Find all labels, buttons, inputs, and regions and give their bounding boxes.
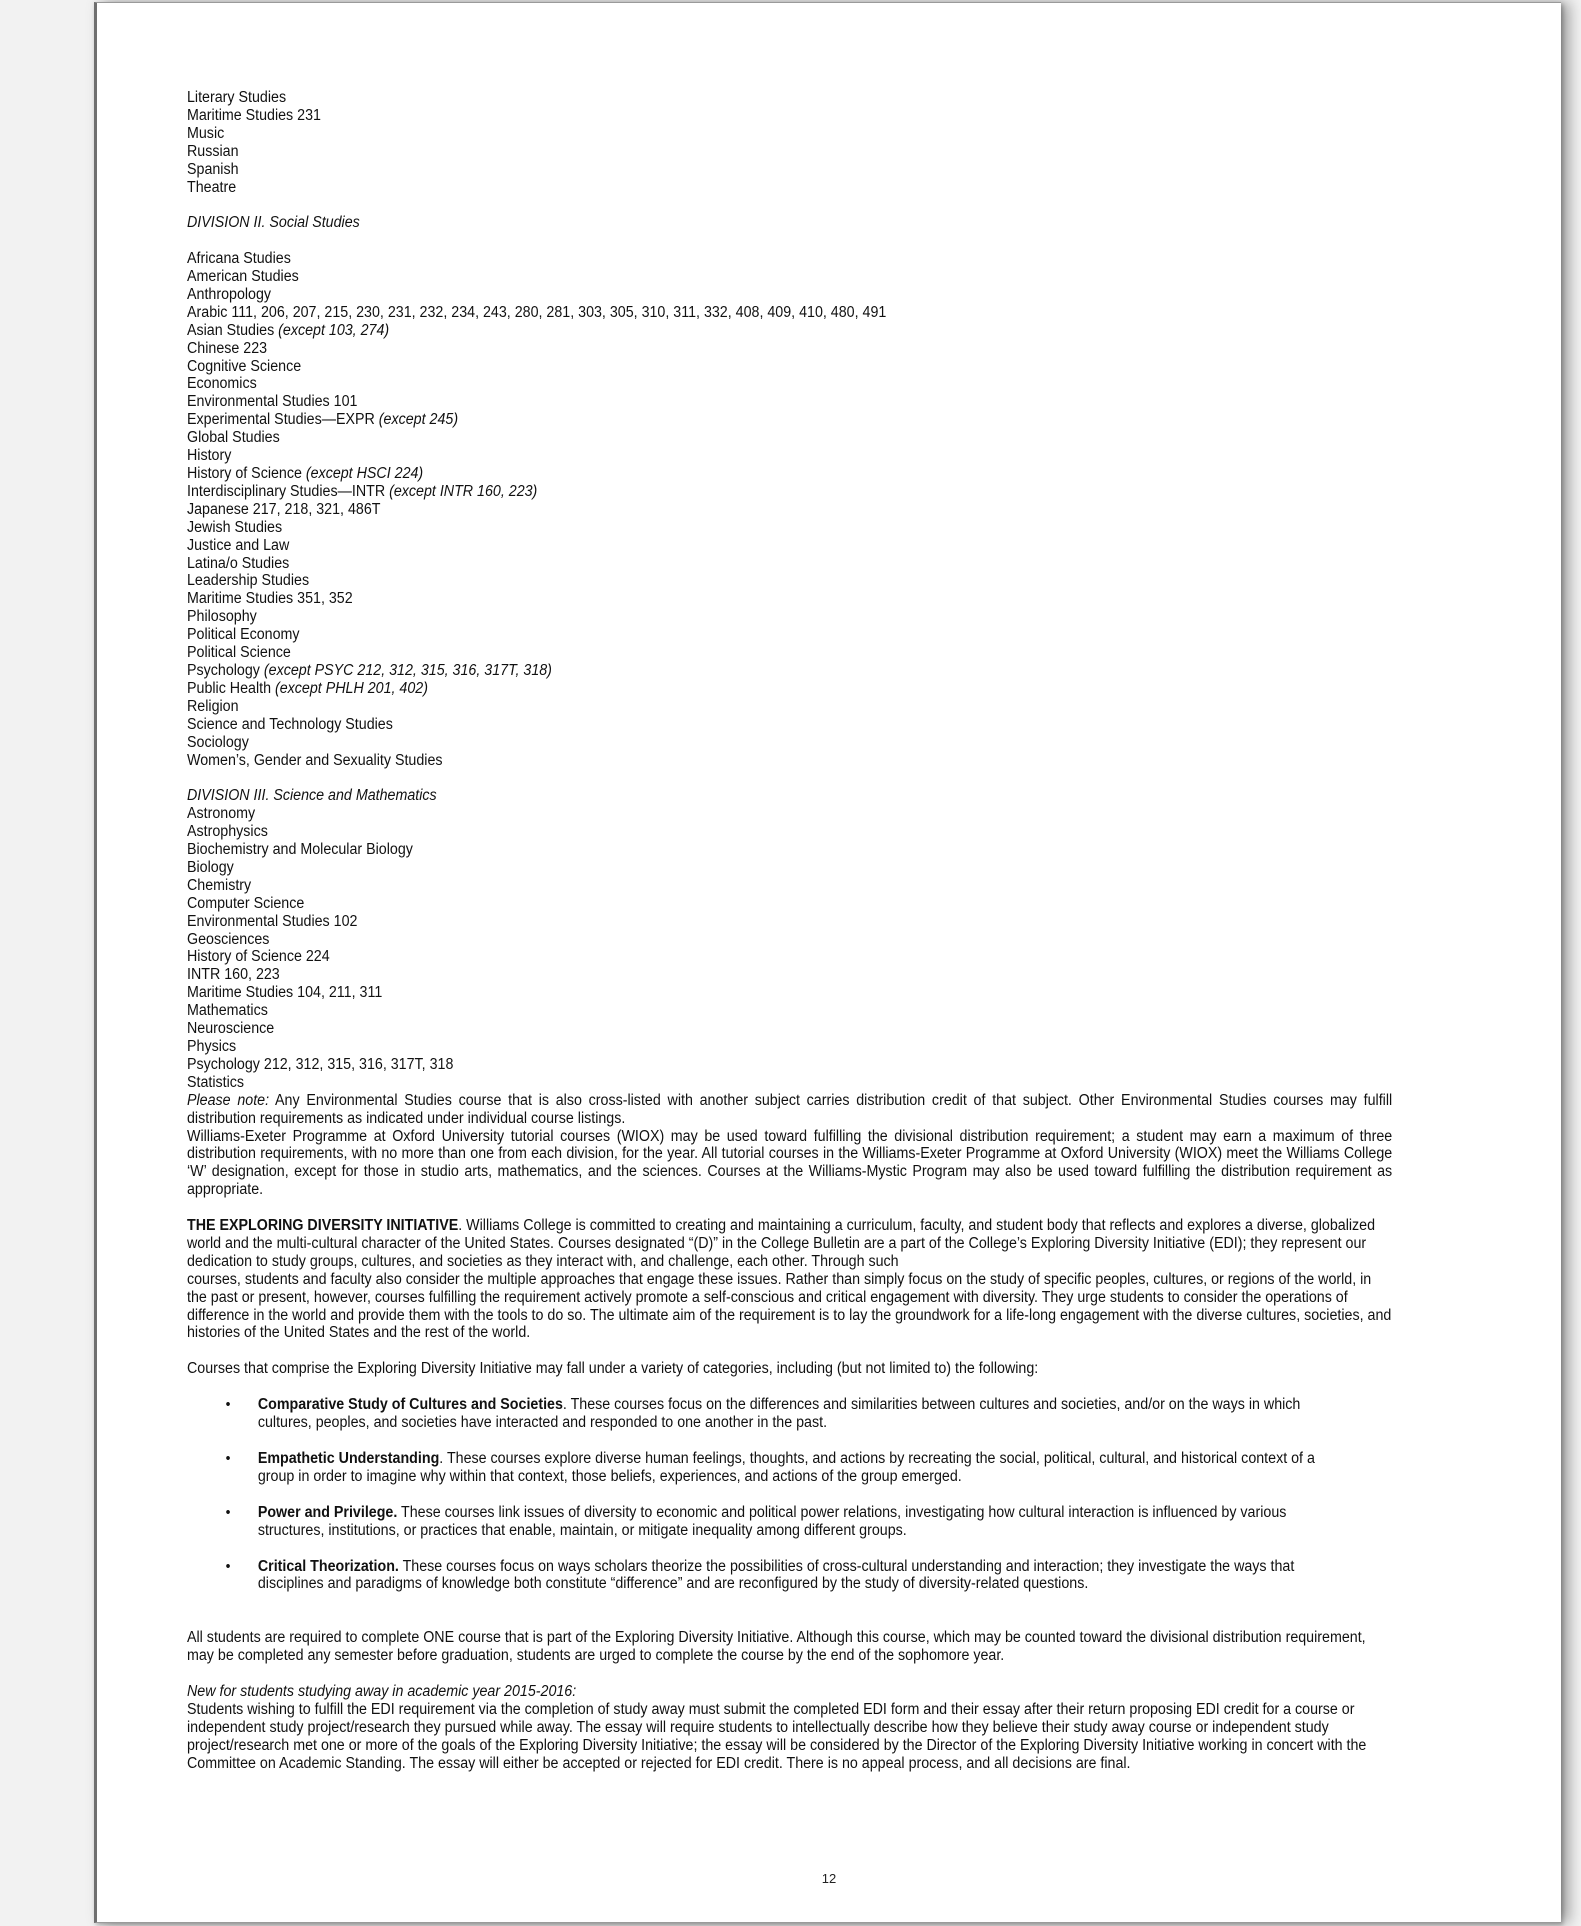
subject-name: Chinese 223 [187,339,268,357]
subject-name: Philosophy [187,608,257,626]
division1-list-item: Russian [187,142,239,160]
division2-list-item [187,734,1392,752]
division2-list-item [187,752,1392,770]
subject-name: Public Health [187,679,275,697]
division2-list-item [187,465,1392,483]
division2-list-item [187,340,1392,358]
edi-category-text: . These courses explore diverse human feelings, thoughts, and actions by recreating the social, political, cultural, and historical context of a group in order to imagine why within that context, those beliefs, experiences, and actions of the group emerged. [257,1449,1315,1485]
page-number: 12 [821,1871,837,1886]
study-away-text: Students wishing to fulfill the EDI requirement via the completion of study away must submit the completed EDI form and their essay after their return proposing EDI credit for a course or independent study project/research they pursued while away. The essay will require students to intellectually describe how they believe their study away course or independent study project/research met one or more of the goals of the Exploring Diversity Initiative; the essay will be considered by the Director of the Exploring Diversity Initiative working in concert with the Committee on Academic Standing. The essay will either be accepted or rejected for EDI credit. There is no appeal process, and all decisions are final. [187,1700,1367,1772]
division1-list-item: Maritime Studies 231 [187,106,321,124]
page-content [187,89,1392,1772]
division3-list-item: Astrophysics [187,823,268,841]
division3-list-item: Environmental Studies 102 [187,912,358,930]
edi-category-title: Power and Privilege. [257,1503,398,1521]
please-note-paragraph [187,1092,1392,1128]
subject-name: Religion [187,697,239,715]
division2-list-item [187,537,1392,555]
subject-name: Arabic 111, 206, 207, 215, 230, 231, 232, 234, 243, 280, 281, 303, 305, 310, 311, 332, 408, 409, 410, 480, 491 [187,303,887,321]
edi-category-item [187,1450,1320,1486]
edi-category-item [187,1504,1320,1540]
subject-name: Experimental Studies—EXPR [187,411,379,429]
subject-exception-note: (except PHLH 201, 402) [274,679,428,697]
subject-name: Sociology [187,733,249,751]
bullet-icon: • [225,1557,231,1575]
division3-list [187,805,1392,1092]
division2-list-item [187,519,1392,537]
division2-list-item [187,322,1392,340]
edi-para1: . Williams College is committed to creating and maintaining a curriculum, faculty, and student body that reflects and explores a diverse, globalized world and the multi-cultural character of the United States. Courses designated “(D)” in the College Bulletin are a part of the College’s Exploring Diversity Initiative (EDI); they represent our dedication to study groups, cultures, and societies as they interact with, and challenge, each other. Through such [187,1217,1376,1270]
edi-title: THE EXPLORING DIVERSITY INITIATIVE [187,1217,459,1235]
division2-list-item [187,411,1392,429]
bullet-icon: • [225,1503,231,1521]
edi-para1-continued: courses, students and faculty also consider the multiple approaches that engage these issues. Rather than simply focus on the study of specific peoples, cultures, or regions of the world, in the past or present, however, courses fulfilling the requirement actively promote a self-conscious and critical engagement with diversity. They urge students to consider the operations of difference in the world and provide them with the tools to do so. The ultimate aim of the requirement is to lay the groundwork for a life-long engagement with the diverse cultures, societies, and histories of the United States and the rest of the world. [187,1270,1392,1342]
division2-list-item [187,429,1392,447]
division3-list-item: Chemistry [187,876,252,894]
edi-category-item [187,1558,1320,1594]
edi-category-text: These courses link issues of diversity to economic and political power relations, investigating how cultural interaction is influenced by various structures, institutions, or practices that enable, maintain, or mitigate inequality among different groups. [257,1503,1287,1539]
edi-category-text: These courses focus on ways scholars theorize the possibilities of cross-cultural understanding and interaction; they investigate the ways that disciplines and paradigms of knowledge both constitute “difference” and are reconfigured by the study of diversity-related questions. [257,1557,1295,1593]
edi-category-title: Empathetic Understanding [257,1449,440,1467]
please-note-label: Please note: [187,1091,270,1109]
division2-heading: DIVISION II. Social Studies [187,214,360,232]
division3-list-item: Geosciences [187,930,270,948]
division1-list-item: Theatre [187,178,237,196]
division2-list-item [187,501,1392,519]
subject-name: Interdisciplinary Studies—INTR [187,482,390,500]
subject-name: Anthropology [187,285,272,303]
subject-exception-note: (except INTR 160, 223) [389,482,538,500]
division3-list-item: Computer Science [187,894,305,912]
division2-list-item [187,250,1392,268]
edi-category-text: . These courses focus on the differences and similarities between cultures and societies, and/or on the ways in which cultures, peoples, and societies have interacted and responded to one another in the past. [257,1396,1301,1431]
division3-list-item: History of Science 224 [187,948,330,966]
subject-name: Political Economy [187,626,300,644]
subject-name: Maritime Studies 351, 352 [187,590,353,608]
division2-list [187,250,1392,769]
subject-name: Justice and Law [187,536,290,554]
subject-name: Leadership Studies [187,572,310,590]
division3-list-item: Statistics [187,1073,245,1091]
subject-name: Global Studies [187,429,280,447]
subject-name: American Studies [187,268,299,286]
division2-list-item [187,698,1392,716]
document-page [94,2,1561,1923]
division2-list-item [187,680,1392,698]
division2-list-item [187,268,1392,286]
division2-list-item [187,447,1392,465]
division2-list-item [187,555,1392,573]
division1-list-item: Music [187,124,225,142]
division2-list-item [187,375,1392,393]
division3-list-item: Astronomy [187,805,256,823]
wiox-paragraph: Williams-Exeter Programme at Oxford University tutorial courses (WIOX) may be used toward fulfilling the divisional distribution requirement; a student may earn a maximum of three distribution requirements, with no more than one from each division, for the year. All tutorial courses in the Williams-Exeter Programme at Oxford University (WIOX) meet the Williams College ‘W’ designation, except for those in studio arts, mathematics, and the sciences. Courses at the Williams-Mystic Program may also be used toward fulfilling the distribution requirement as appropriate. [187,1127,1393,1199]
subject-exception-note: (except 103, 274) [278,321,390,339]
subject-name: Jewish Studies [187,518,283,536]
subject-name: Africana Studies [187,250,291,268]
division3-list-item: Biochemistry and Molecular Biology [187,841,413,859]
division3-list-item: Biology [187,858,234,876]
please-note-text: Any Environmental Studies course that is also cross-listed with another subject carries distribution credit of that subject. Other Environmental Studies courses may fulfill distribution requirements as indicated under individual course listings. [187,1091,1393,1127]
subject-name: Asian Studies [187,321,279,339]
edi-category-title: Comparative Study of Cultures and Societies [257,1396,563,1414]
subject-exception-note: (except PSYC 212, 312, 315, 316, 317T, 318) [263,661,552,679]
division2-list-item [187,716,1392,734]
division2-list-item [187,626,1392,644]
division2-list-item [187,644,1392,662]
division3-list-item: Physics [187,1037,237,1055]
division2-list-item [187,662,1392,680]
subject-exception-note: (except 245) [378,411,459,429]
division2-list-item [187,483,1392,501]
subject-name: History of Science [187,465,306,482]
edi-categories-list [187,1396,1392,1593]
subject-name: Psychology [187,661,264,679]
edi-category-item [187,1396,1320,1432]
subject-name: Science and Technology Studies [187,715,393,733]
division1-list [187,89,1392,196]
subject-name: Latina/o Studies [187,554,290,572]
division3-heading: DIVISION III. Science and Mathematics [187,787,437,805]
division2-list-item [187,393,1392,411]
subject-name: Cognitive Science [187,357,302,375]
division3-list-item: Maritime Studies 104, 211, 311 [187,984,383,1002]
edi-requirement: All students are required to complete ONE course that is part of the Exploring Diversity Initiative. Although this course, which may be counted toward the divisional distribution requirement, may be completed any semester before graduation, students are urged to complete the course by the end of the sophomore year. [187,1629,1366,1665]
division2-list-item [187,590,1392,608]
bullet-icon: • [225,1396,231,1414]
subject-exception-note: (except HSCI 224) [305,465,424,482]
division1-list-item: Literary Studies [187,89,287,106]
subject-name: History [187,447,232,465]
subject-name: Economics [187,375,257,393]
subject-name: Political Science [187,644,291,662]
division2-list-item [187,286,1392,304]
edi-category-title: Critical Theorization. [257,1557,399,1575]
division3-list-item: Neuroscience [187,1020,275,1038]
edi-paragraph [187,1217,1392,1271]
division3-list-item: Mathematics [187,1002,268,1020]
subject-name: Japanese 217, 218, 321, 486T [187,500,381,518]
division2-list-item [187,304,1392,322]
division3-list-item: INTR 160, 223 [187,966,280,984]
subject-name: Women’s, Gender and Sexuality Studies [187,751,443,769]
division3-list-item: Psychology 212, 312, 315, 316, 317T, 318 [187,1055,454,1073]
study-away-heading: New for students studying away in academic year 2015-2016: [187,1682,577,1700]
division1-list-item: Spanish [187,160,239,178]
division2-list-item [187,608,1392,626]
division2-list-item [187,572,1392,590]
division2-list-item [187,358,1392,376]
bullet-icon: • [225,1449,231,1467]
subject-name: Environmental Studies 101 [187,393,358,411]
edi-categories-intro: Courses that comprise the Exploring Diversity Initiative may fall under a variety of categories, including (but not limited to) the following: [187,1360,1039,1378]
